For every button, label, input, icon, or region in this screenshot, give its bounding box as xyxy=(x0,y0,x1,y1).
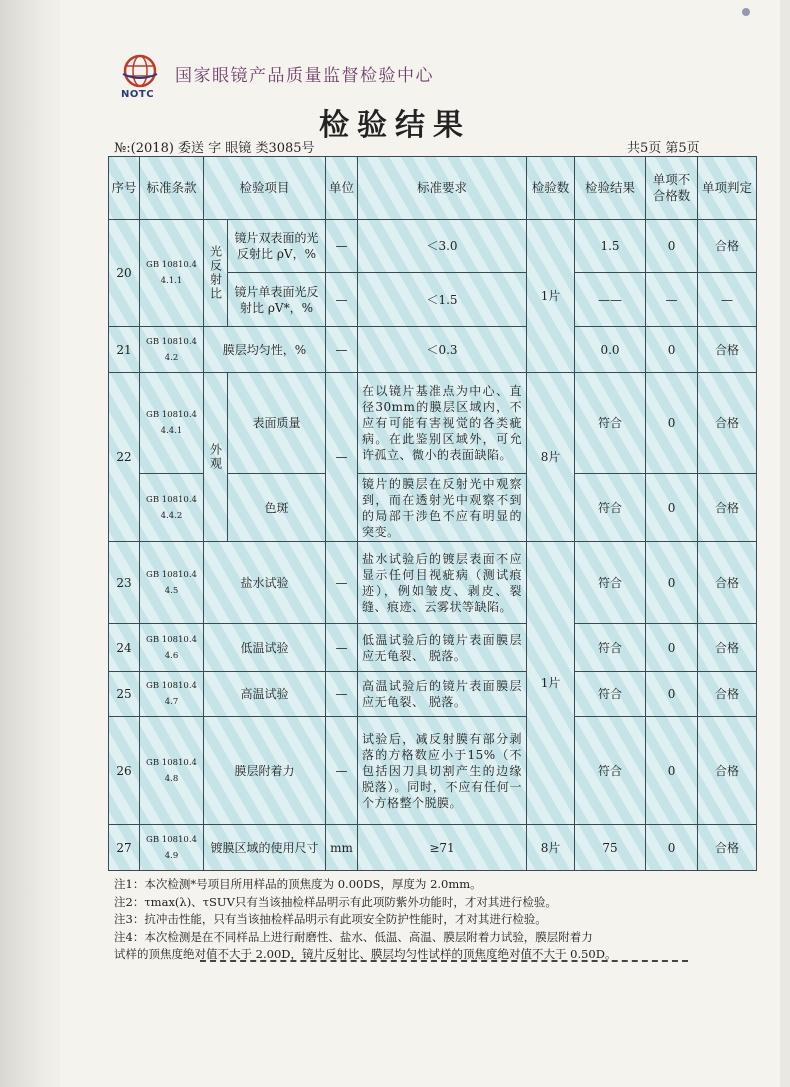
header-row xyxy=(109,157,757,220)
page-title: 检验结果 xyxy=(319,108,471,143)
row-result: 75 xyxy=(575,825,646,871)
row-item: 膜层均匀性，% xyxy=(204,327,326,373)
ink-dot xyxy=(742,8,750,16)
row-req: 盐水试验后的镀层表面不应显示任何目视疵病（测试痕迹），例如皱皮、剥皮、裂缝、痕迹、云雾状等缺陷。 xyxy=(358,542,527,624)
table-row xyxy=(109,672,757,717)
row-item: 表面质量 xyxy=(228,373,326,474)
row-unit: — xyxy=(326,624,358,672)
col-judge: 单项判定 xyxy=(698,157,757,220)
table-row xyxy=(109,825,757,871)
row-judge: 合格 xyxy=(698,717,757,825)
col-fail: 单项不合格数 xyxy=(646,157,698,220)
table-row xyxy=(109,327,757,373)
row-req: 镜片的膜层在反射光中观察到，而在透射光中观察不到的局部干涉色不应有明显的突变。 xyxy=(358,474,527,542)
row-std: GB 10810.4 4.4.1 xyxy=(140,373,204,474)
row-unit: mm xyxy=(326,825,358,871)
row-req: ≥71 xyxy=(358,825,527,871)
row-result: 符合 xyxy=(575,717,646,825)
row-judge: 合格 xyxy=(698,220,757,273)
row-std: GB 10810.4 4.2 xyxy=(140,327,204,373)
row-req: ＜3.0 xyxy=(358,220,527,273)
row-fail: 0 xyxy=(646,624,698,672)
row-std: GB 10810.4 4.4.2 xyxy=(140,474,204,542)
row-unit: — xyxy=(326,273,358,327)
logo-text: NOTC xyxy=(121,89,155,100)
results-table xyxy=(108,156,757,871)
note-1: 注1：本次检测*号项目所用样品的顶焦度为 0.00DS，厚度为 2.0mm。 xyxy=(114,877,482,891)
col-seq: 序号 xyxy=(109,157,140,220)
col-std: 标准条款 xyxy=(140,157,204,220)
row-req: 在以镜片基准点为中心、直径30mm的膜层区域内，不应有可能有害视觉的各类疵病。在此鉴别区域外，可允许孤立、微小的表面缺陷。 xyxy=(358,373,527,474)
row-unit: — xyxy=(326,327,358,373)
row-unit: — xyxy=(326,220,358,273)
group-label: 外观 xyxy=(208,443,223,471)
org-name: 国家眼镜产品质量监督检验中心 xyxy=(175,66,434,86)
row-judge: 合格 xyxy=(698,373,757,474)
row-std: GB 10810.4 4.8 xyxy=(140,717,204,825)
row-std: GB 10810.4 4.1.1 xyxy=(140,220,204,327)
row-item: 镜片双表面的光反射比 ρV，% xyxy=(228,220,326,273)
row-result: 1.5 xyxy=(575,220,646,273)
row-judge: 合格 xyxy=(698,474,757,542)
page-info: 共5页 第5页 xyxy=(627,141,700,156)
row-seq: 23 xyxy=(109,542,140,624)
row-result: —— xyxy=(575,273,646,327)
row-item: 镀膜区域的使用尺寸 xyxy=(204,825,326,871)
row-unit: — xyxy=(326,717,358,825)
col-unit: 单位 xyxy=(326,157,358,220)
row-req: 试验后，减反射膜有部分剥落的方格数应小于15%（不包括因刀具切割产生的边缘脱落）。同时，不应有任何一个方格整个脱膜。 xyxy=(358,717,527,825)
col-req: 标准要求 xyxy=(358,157,527,220)
row-judge: — xyxy=(698,273,757,327)
row-req: ＜0.3 xyxy=(358,327,527,373)
row-item: 色斑 xyxy=(228,474,326,542)
row-judge: 合格 xyxy=(698,542,757,624)
row-seq: 27 xyxy=(109,825,140,871)
row-item: 低温试验 xyxy=(204,624,326,672)
row-qty: 8片 xyxy=(527,825,575,871)
row-item: 镜片单表面光反射比 ρV*，% xyxy=(228,273,326,327)
row-item: 盐水试验 xyxy=(204,542,326,624)
col-item: 检验项目 xyxy=(204,157,326,220)
letterhead xyxy=(117,52,717,102)
notes xyxy=(114,876,759,964)
row-qty: 1片 xyxy=(527,542,575,825)
row-item: 高温试验 xyxy=(204,672,326,717)
row-judge: 合格 xyxy=(698,672,757,717)
row-fail: 0 xyxy=(646,672,698,717)
table-row xyxy=(109,220,757,273)
row-fail: — xyxy=(646,273,698,327)
col-qty: 检验数 xyxy=(527,157,575,220)
row-judge: 合格 xyxy=(698,624,757,672)
row-fail: 0 xyxy=(646,717,698,825)
end-dashline xyxy=(200,960,688,962)
row-seq: 25 xyxy=(109,672,140,717)
row-seq: 20 xyxy=(109,220,140,327)
col-result: 检验结果 xyxy=(575,157,646,220)
row-req: 低温试验后的镜片表面膜层应无龟裂、 脱落。 xyxy=(358,624,527,672)
row-req: 高温试验后的镜片表面膜层应无龟裂、 脱落。 xyxy=(358,672,527,717)
row-std: GB 10810.4 4.9 xyxy=(140,825,204,871)
row-req: ＜1.5 xyxy=(358,273,527,327)
row-result: 0.0 xyxy=(575,327,646,373)
table-row xyxy=(109,624,757,672)
row-judge: 合格 xyxy=(698,825,757,871)
row-seq: 24 xyxy=(109,624,140,672)
row-result: 符合 xyxy=(575,542,646,624)
row-unit: — xyxy=(326,542,358,624)
row-result: 符合 xyxy=(575,672,646,717)
row-group xyxy=(204,373,228,542)
row-seq: 22 xyxy=(109,373,140,542)
row-std: GB 10810.4 4.6 xyxy=(140,624,204,672)
row-judge: 合格 xyxy=(698,327,757,373)
row-result: 符合 xyxy=(575,474,646,542)
note-4-cont: 试样的顶焦度绝对值不大于 2.00D，镜片反射比、膜层均匀性试样的顶焦度绝对值不大于 0.50D。 xyxy=(114,947,617,961)
note-2: 注2：τmax(λ)、τSUV只有当该抽检样品明示有此项防紫外功能时，才对其进行检验。 xyxy=(114,894,557,909)
row-qty: 1片 xyxy=(527,220,575,373)
row-group xyxy=(204,220,228,327)
row-std: GB 10810.4 4.5 xyxy=(140,542,204,624)
row-fail: 0 xyxy=(646,220,698,273)
table-row xyxy=(109,373,757,474)
group-label: 光反射比 xyxy=(208,245,223,301)
row-result: 符合 xyxy=(575,624,646,672)
row-item: 膜层附着力 xyxy=(204,717,326,825)
table-row xyxy=(109,717,757,825)
note-4: 注4：本次检测是在不同样品上进行耐磨性、盐水、低温、高温、膜层附着力试验，膜层附着力 xyxy=(114,929,593,944)
row-fail: 0 xyxy=(646,825,698,871)
row-qty: 8片 xyxy=(527,373,575,542)
row-fail: 0 xyxy=(646,373,698,474)
row-fail: 0 xyxy=(646,474,698,542)
report-number: №:(2018) 委送 字 眼镜 类3085号 xyxy=(114,141,315,156)
row-seq: 26 xyxy=(109,717,140,825)
row-seq: 21 xyxy=(109,327,140,373)
row-std: GB 10810.4 4.7 xyxy=(140,672,204,717)
row-unit: — xyxy=(326,672,358,717)
note-3: 注3：抗冲击性能，只有当该抽检样品明示有此项安全防护性能时，才对其进行检验。 xyxy=(114,912,547,926)
row-fail: 0 xyxy=(646,327,698,373)
binding-gutter xyxy=(0,0,60,1087)
row-fail: 0 xyxy=(646,542,698,624)
row-unit: — xyxy=(326,373,358,542)
table-row xyxy=(109,542,757,624)
row-result: 符合 xyxy=(575,373,646,474)
